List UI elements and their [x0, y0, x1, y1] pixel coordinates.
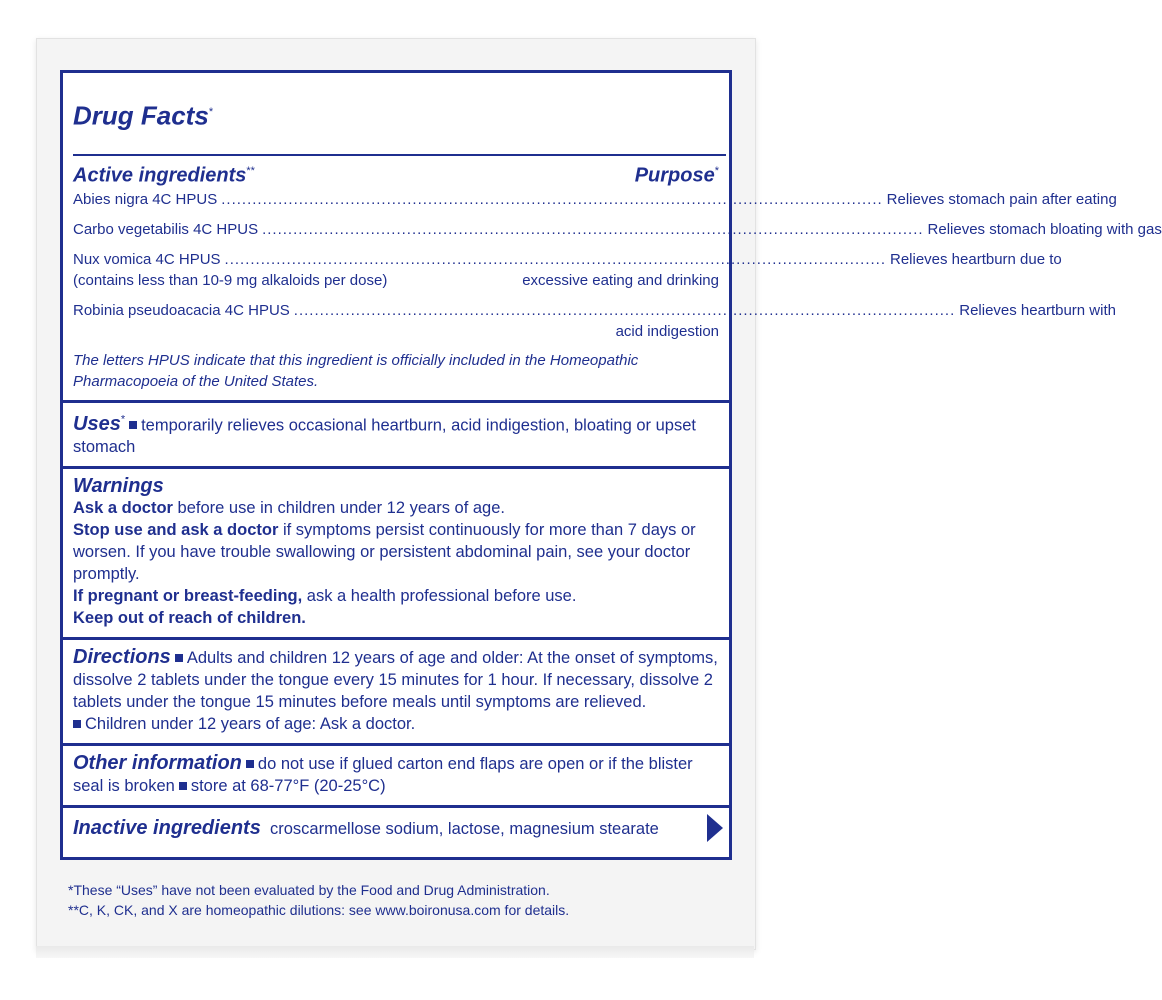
warning-ask-text: before use in children under 12 years of age. [172, 499, 505, 518]
warning-stop-text: if symptoms persist continuously for more than 7 days or worsen. If you have trouble swallowing or persistent abdominal pain, see your doctor promptly. [73, 521, 696, 584]
warnings-section [63, 466, 729, 637]
bullet-icon [246, 760, 254, 768]
active-ingredients-section [63, 73, 1162, 400]
other-information-heading: Other information [73, 752, 242, 775]
uses-text: temporarily relieves occasional heartburn, acid indigestion, bloating or upset stomach [73, 416, 696, 457]
leader-dots: ................................................................................................................................ [224, 250, 886, 268]
leader-dots: ................................................................................................................................ [262, 220, 924, 238]
warning-ask-doctor [73, 497, 719, 519]
title-rule [73, 154, 726, 156]
warning-pregnant-bold: If pregnant or breast-feeding, [73, 587, 303, 606]
warning-stop-use [73, 519, 719, 585]
other-information-section [63, 743, 729, 805]
warnings-heading: Warnings [73, 475, 164, 498]
ingredient-row-continued [73, 321, 719, 342]
inactive-ingredients-section [63, 805, 729, 848]
inactive-ingredients-line [73, 817, 707, 840]
warning-pregnant [73, 585, 719, 607]
active-heading-text: Active ingredients [73, 164, 247, 187]
ingredient-name: Nux vomica 4C HPUS [73, 250, 221, 268]
directions-item-children [73, 713, 719, 735]
purpose-heading-text: Purpose [634, 164, 715, 187]
ingredient-row [73, 219, 1162, 240]
ingredient-list [73, 189, 1162, 342]
ingredient-row [73, 189, 1117, 210]
leader-dots: ................................................................................................................................ [221, 190, 883, 208]
warning-stop-bold: Stop use and ask a doctor [73, 521, 279, 540]
inactive-ingredients-heading: Inactive ingredients [73, 816, 261, 839]
directions-item-adults [73, 646, 719, 713]
warning-ask-bold: Ask a doctor [73, 499, 173, 518]
warning-pregnant-text: ask a health professional before use. [302, 587, 577, 606]
bullet-icon [129, 421, 137, 429]
uses-heading [73, 413, 125, 435]
uses-heading-text: Uses [73, 413, 121, 436]
ingredient-purpose-continued: excessive eating and drinking [522, 271, 719, 289]
uses-heading-mark: * [120, 413, 126, 426]
drug-facts-title-text: Drug Facts [73, 100, 209, 131]
ingredient-name-detail: (contains less than 10-9 mg alkaloids per dose) [73, 271, 388, 289]
directions-section [63, 637, 729, 743]
drug-facts-title-mark: * [208, 106, 214, 118]
ingredient-purpose: Relieves stomach bloating with gas [927, 220, 1162, 238]
ingredient-purpose: Relieves heartburn with [959, 301, 1116, 319]
directions-heading: Directions [73, 646, 171, 669]
ingredient-name: Carbo vegetabilis 4C HPUS [73, 220, 259, 238]
footnotes [68, 880, 728, 920]
drug-facts-panel [60, 70, 1162, 860]
footnote-uses: *These “Uses” have not been evaluated by the Food and Drug Administration. [68, 882, 550, 898]
warning-keep-out: Keep out of reach of children. [73, 609, 306, 628]
drug-facts-title [73, 73, 719, 154]
ingredient-row [73, 249, 1062, 270]
ingredient-purpose: Relieves heartburn due to [889, 250, 1062, 268]
bullet-icon [73, 720, 81, 728]
continue-arrow-icon [707, 814, 723, 842]
active-heading-mark: ** [246, 165, 255, 177]
footnote-dilutions: **C, K, CK, and X are homeopathic dilutions: see www.boironusa.com for details. [68, 902, 570, 918]
directions-adults-text: Adults and children 12 years of age and older: At the onset of symptoms, dissolve 2 tablets under the tongue every 15 minutes for 1 hour. If necessary, dissolve 2 tablets under the tongue 15 minutes before meals until symptoms are relieved. [73, 649, 718, 712]
active-ingredients-header [73, 158, 719, 189]
directions-children-text: Children under 12 years of age: Ask a doctor. [85, 715, 416, 734]
ingredient-name: Robinia pseudoacacia 4C HPUS [73, 301, 290, 319]
other-info-flaps: do not use if glued carton end flaps are open or if the blister seal is broken [73, 755, 693, 796]
other-info-storage: store at 68-77°F (20-25°C) [190, 777, 386, 796]
hpus-note: The letters HPUS indicate that this ingredient is officially included in the Homeopathic Pharmacopoeia of the United States. [73, 351, 639, 390]
purpose-heading [635, 158, 719, 189]
bullet-icon [175, 654, 183, 662]
ingredient-row-continued [73, 270, 719, 291]
bullet-icon [179, 782, 187, 790]
ingredient-name: Abies nigra 4C HPUS [73, 190, 218, 208]
inactive-ingredients-text: croscarmellose sodium, lactose, magnesium stearate [270, 819, 659, 838]
ingredient-purpose: Relieves stomach pain after eating [886, 190, 1117, 208]
leader-dots: ................................................................................................................................ [293, 301, 956, 319]
purpose-heading-mark: * [714, 165, 719, 177]
carton-bottom-edge [36, 946, 754, 958]
ingredient-purpose-continued: acid indigestion [615, 322, 719, 340]
uses-section [63, 400, 729, 467]
ingredient-row [73, 300, 1116, 321]
active-ingredients-heading [73, 158, 255, 189]
